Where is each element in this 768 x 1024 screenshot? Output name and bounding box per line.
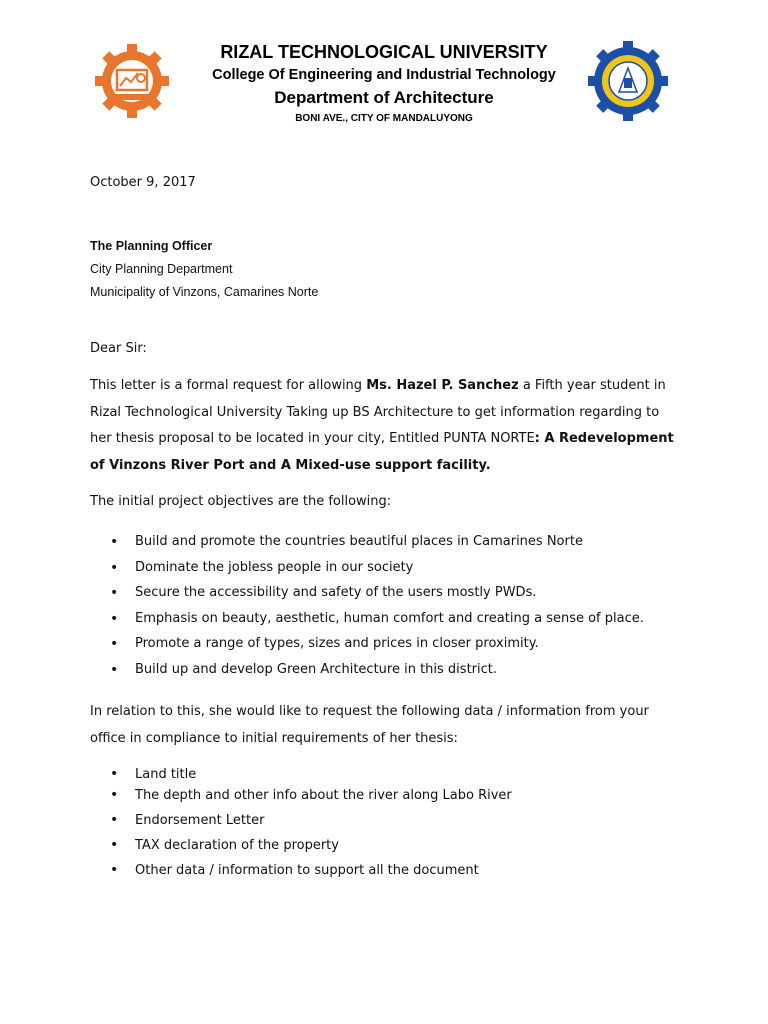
recipient-location: Municipality of Vinzons, Camarines Norte: [90, 285, 319, 299]
thesis-title: : A Redevelopment of Vinzons River Port and A Mixed-use support facility.: [90, 431, 674, 473]
recipient-office: City Planning Department: [90, 262, 233, 276]
list-item: • Other data / information to support all the document: [110, 860, 690, 881]
list-item: • Secure the accessibility and safety of the users mostly PWDs.: [110, 582, 690, 608]
student-name: Ms. Hazel P. Sanchez: [366, 378, 519, 393]
letter-date: October 9, 2017: [90, 175, 196, 190]
list-item: • Endorsement Letter: [110, 810, 690, 831]
data-request-list: [110, 764, 690, 881]
recipient-name: The Planning Officer: [90, 239, 213, 253]
list-item: • Dominate the jobless people in our society: [110, 557, 690, 583]
university-address: BONI AVE., CITY OF MANDALUYONG: [295, 113, 473, 124]
list-item: • Build and promote the countries beautiful places in Camarines Norte: [110, 531, 690, 557]
college-name: College Of Engineering and Industrial Technology: [212, 67, 556, 83]
list-item: • Emphasis on beauty, aesthetic, human comfort and creating a sense of place.: [110, 608, 690, 634]
request-paragraph: [90, 373, 680, 479]
list-item: • Build up and develop Green Architecture in this district.: [110, 659, 690, 685]
data-request-paragraph: In relation to this, she would like to request the following data / information from your office in compliance to initial requirements of her thesis:: [90, 704, 649, 746]
paragraph-text: This letter is a formal request for allowing: [90, 378, 367, 393]
objectives-intro: The initial project objectives are the following:: [90, 494, 392, 509]
university-name: RIZAL TECHNOLOGICAL UNIVERSITY: [220, 42, 548, 62]
department-name: Department of Architecture: [274, 88, 494, 107]
objectives-list: [110, 531, 690, 685]
university-seal: [587, 40, 669, 122]
list-item: • TAX declaration of the property: [110, 835, 690, 856]
list-item: • The depth and other info about the river along Labo River: [110, 785, 690, 806]
paragraph-text: a Fifth year student in Rizal Technological University Taking up BS Architecture to get information regarding to her thesis proposal to be located in your city, Entitled PUNTA NORTE: [90, 378, 666, 446]
recipient-block: [90, 235, 680, 304]
list-item: • Promote a range of types, sizes and prices in closer proximity.: [110, 633, 690, 659]
salutation: Dear Sir:: [90, 341, 147, 356]
list-item: • Land title: [110, 764, 690, 785]
